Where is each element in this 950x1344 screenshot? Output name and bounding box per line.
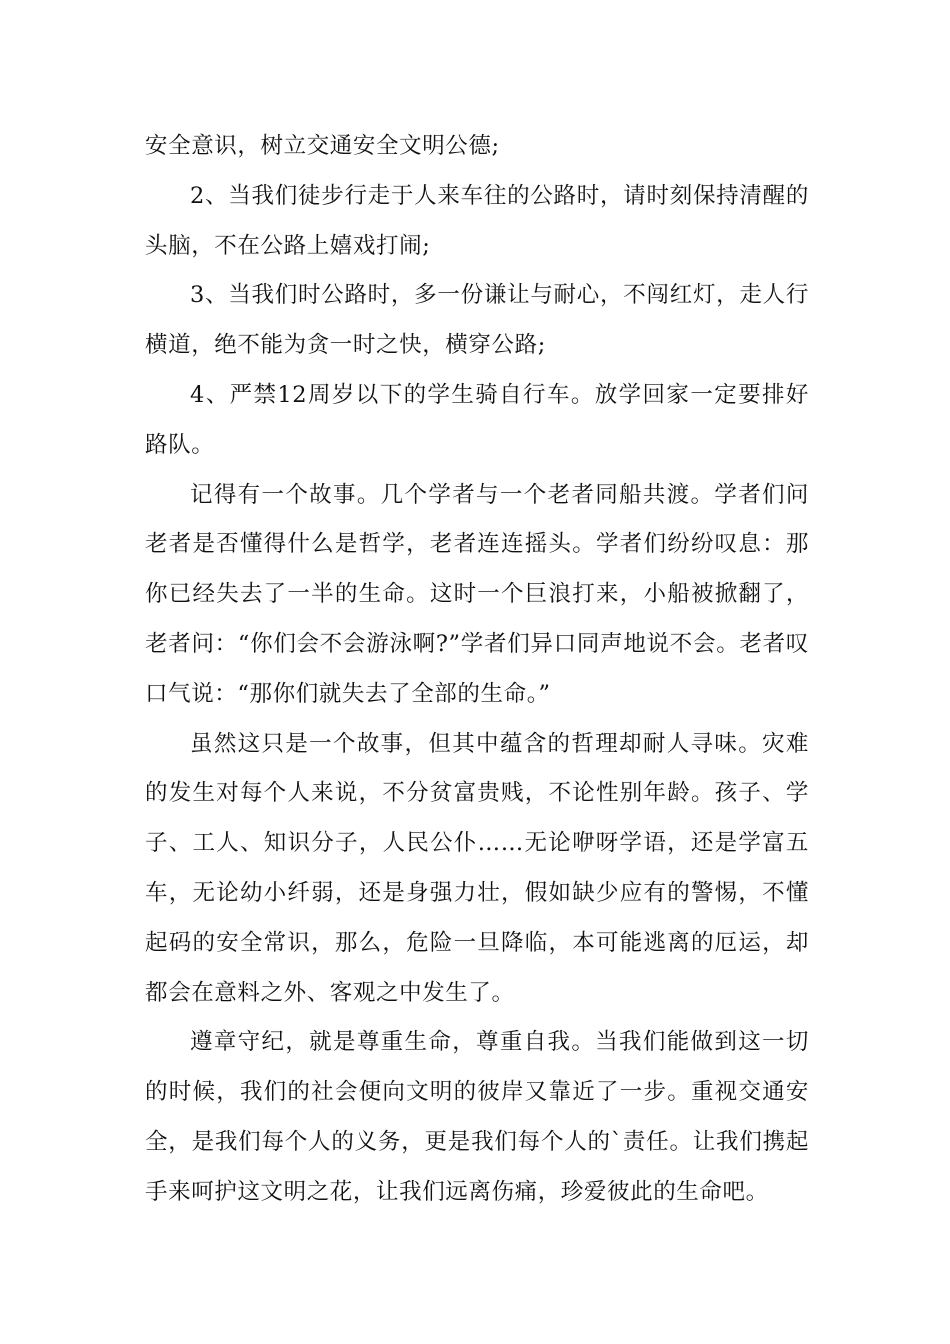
paragraph-conclusion: 遵章守纪，就是尊重生命，尊重自我。当我们能做到这一切的时候，我们的社会便向文明的彼岸又靠近了一步。重视交通安全，是我们每个人的义务，更是我们每个人的`责任。让我们携起手来呵护这文明之花，让我们远离伤痛，珍爱彼此的生命吧。: [145, 1029, 809, 1205]
paragraph-rule-3: 3、当我们时公路时，多一份谦让与耐心，不闯红灯，走人行横道，绝不能为贪一时之快，横穿公路;: [145, 282, 809, 359]
paragraph-story: 记得有一个故事。几个学者与一个老者同船共渡。学者们问老者是否懂得什么是哲学，老者连连摇头。学者们纷纷叹息：那你已经失去了一半的生命。这时一个巨浪打来，小船被掀翻了，老者问：“你们会不会游泳啊?”学者们异口同声地说不会。老者叹口气说：“那你们就失去了全部的生命。”: [145, 481, 809, 707]
paragraph-reflection: 虽然这只是一个故事，但其中蕴含的哲理却耐人寻味。灾难的发生对每个人来说，不分贫富贵贱，不论性别年龄。孩子、学子、工人、知识分子，人民公仆……无论咿呀学语，还是学富五车，无论幼小纤弱，还是身强力壮，假如缺少应有的警惕，不懂起码的安全常识，那么，危险一旦降临，本可能逃离的厄运，却都会在意料之外、客观之中发生了。: [145, 730, 809, 1006]
paragraph-rule-2: 2、当我们徒步行走于人来车往的公路时，请时刻保持清醒的头脑，不在公路上嬉戏打闹;: [145, 182, 809, 259]
document-page: [145, 122, 809, 1218]
paragraph-continuation: 安全意识，树立交通安全文明公德;: [145, 133, 500, 159]
paragraph-rule-4: 4、严禁12周岁以下的学生骑自行车。放学回家一定要排好路队。: [145, 381, 809, 458]
